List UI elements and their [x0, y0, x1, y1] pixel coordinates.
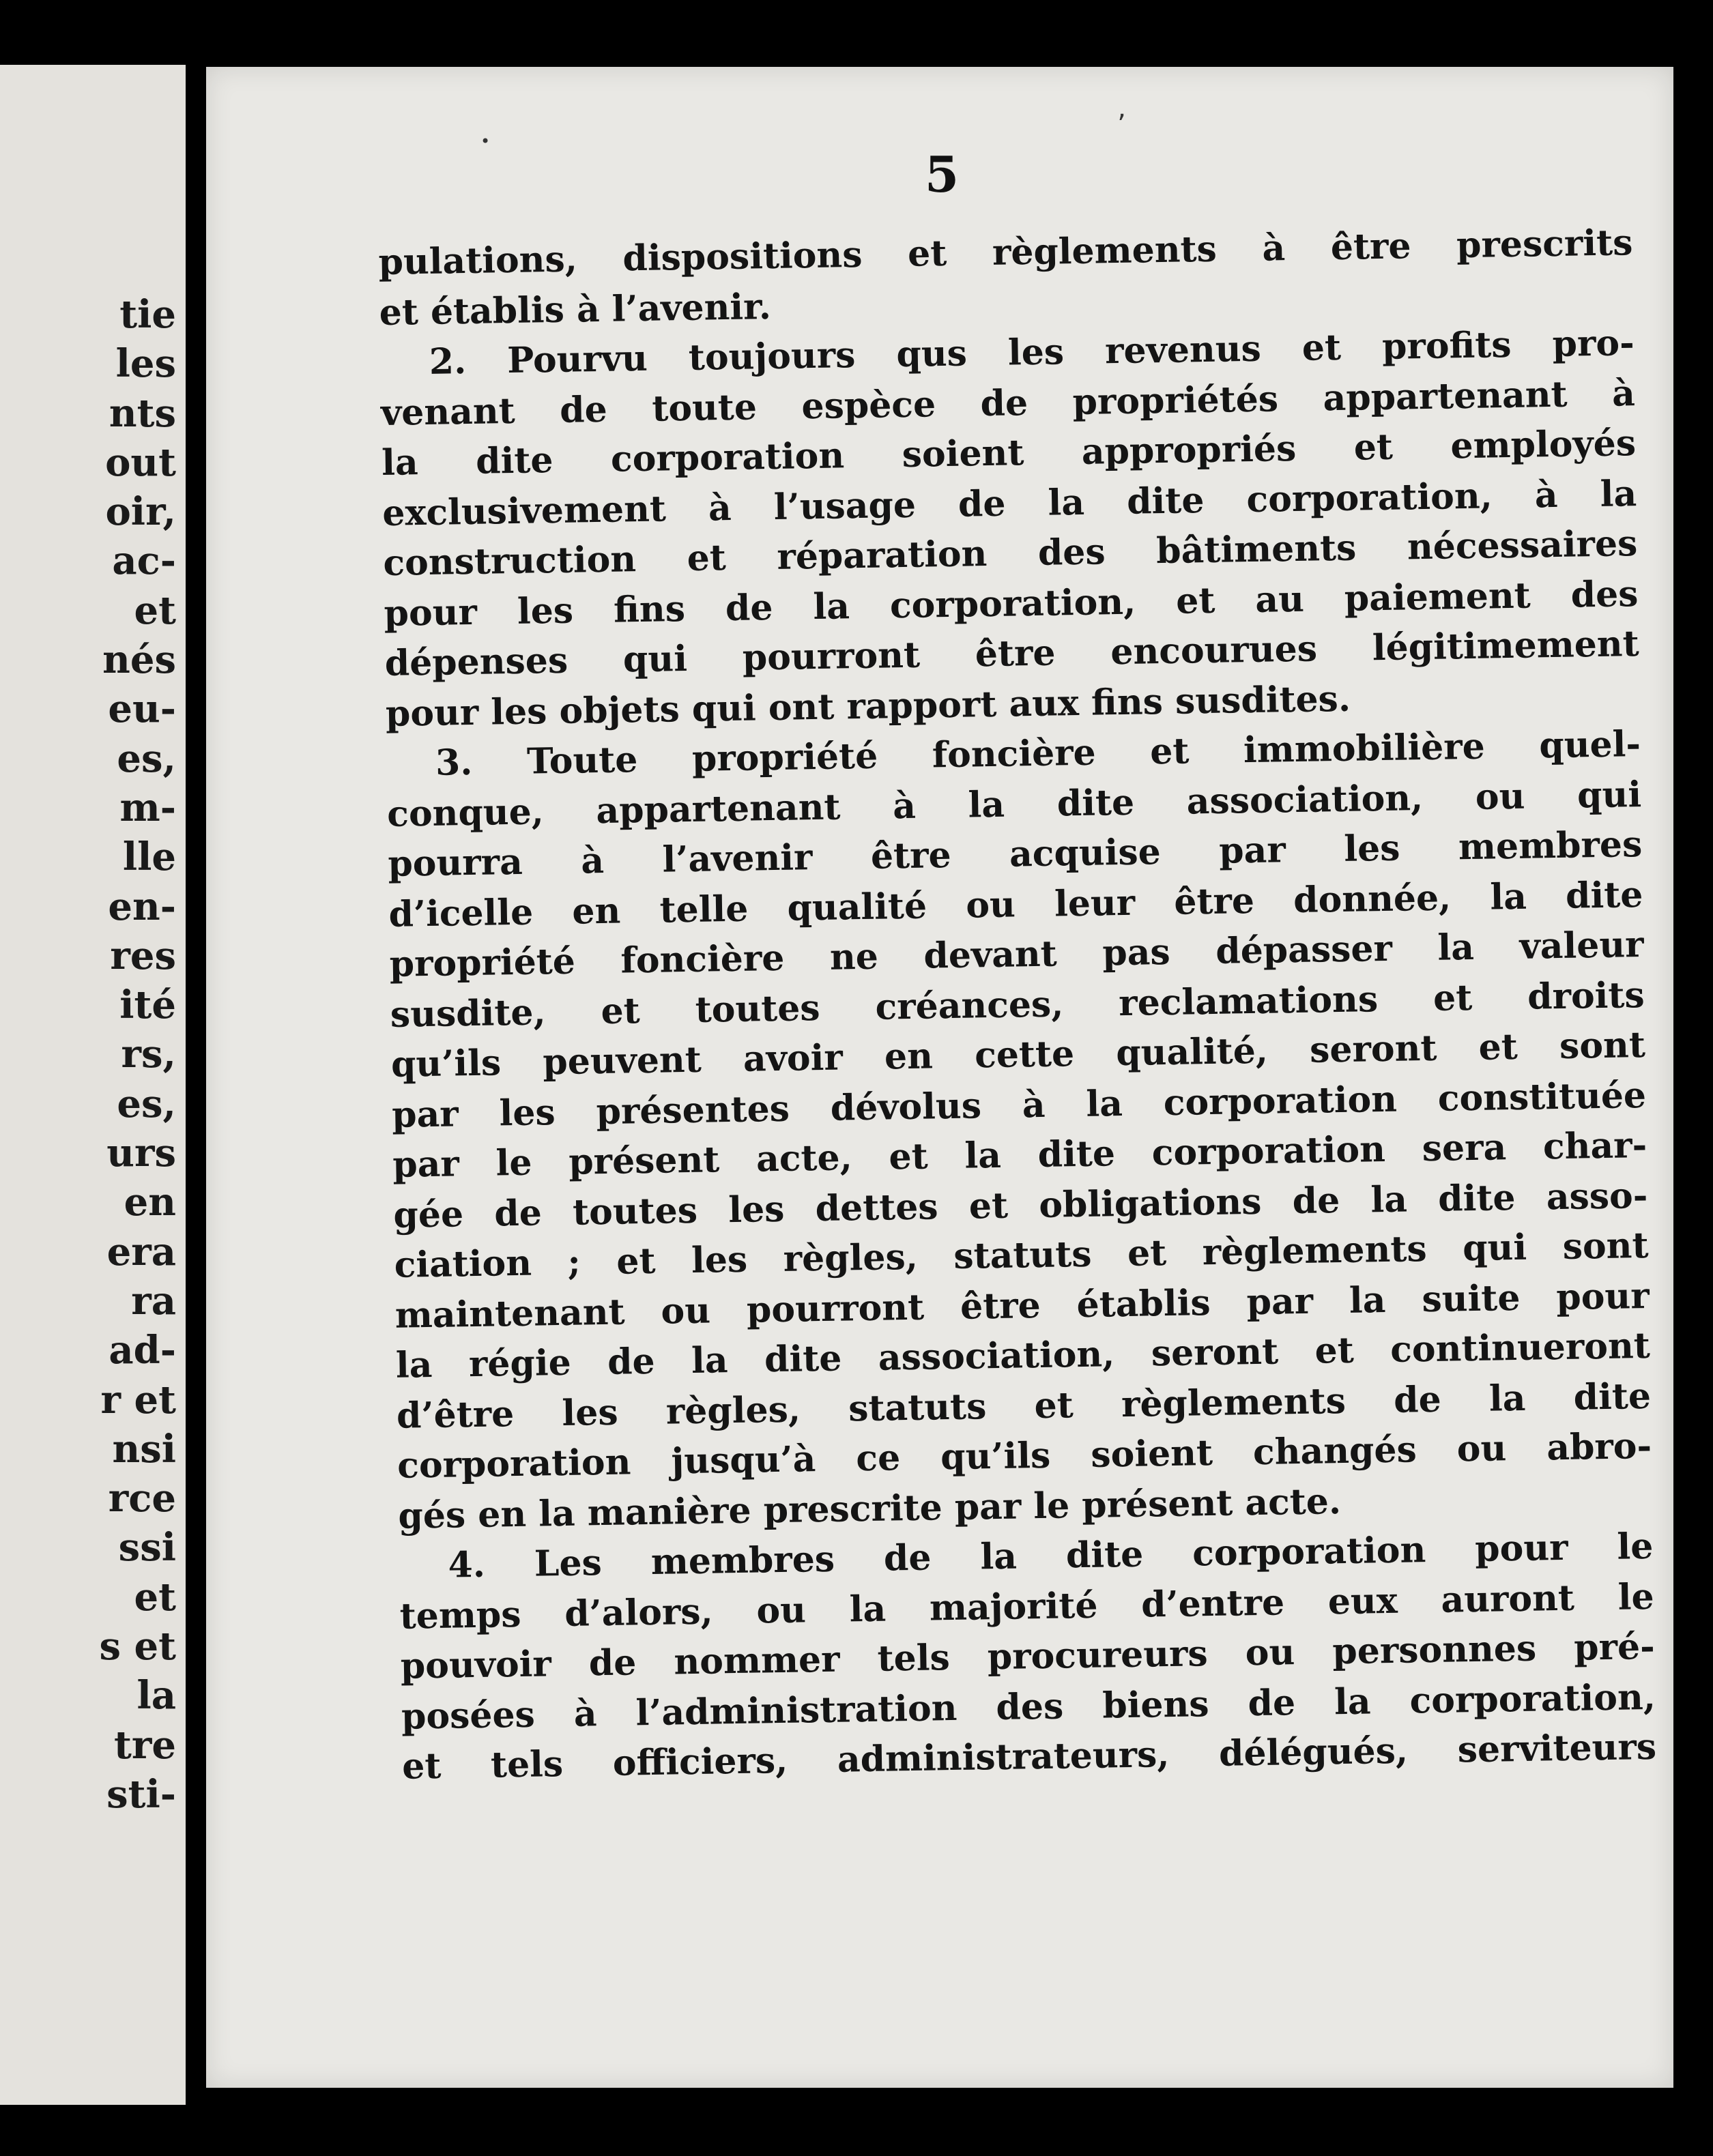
text-line: gés en la manière prescrite par le présent acte.	[397, 1480, 1342, 1537]
left-page-fragment-line: es,	[117, 1081, 176, 1126]
left-page-fragment-line: en	[124, 1180, 176, 1225]
left-page-fragment-line: et	[134, 587, 176, 633]
text-line: pouvoir de nommer tels procureurs ou personnes pré-	[400, 1625, 1656, 1687]
text-line: et établis à l’avenir.	[379, 285, 772, 334]
left-page-fragment-line: rce	[108, 1476, 176, 1521]
text-line: susdite, et toutes créances, reclamations et droits	[390, 974, 1645, 1036]
text-line: pour les objets qui ont rapport aux fins susdites.	[385, 678, 1351, 735]
left-page-fragment-line: nsi	[112, 1426, 176, 1472]
left-page-fragment-line: out	[105, 439, 176, 485]
ink-speck: •	[480, 132, 491, 151]
text-line: venant de toute espèce de propriétés appartenant à	[380, 372, 1636, 434]
text-line: la dite corporation soient appropriés et employés	[381, 422, 1637, 484]
page-number: 5	[925, 145, 960, 203]
left-page-fragment-line: en-	[108, 884, 176, 929]
left-page-fragment-line: res	[110, 933, 176, 978]
left-page-fragment-line: m-	[119, 785, 176, 830]
left-page-fragment-line: es,	[117, 735, 176, 781]
left-page-fragment	[0, 65, 186, 2105]
left-page-fragment-line: eu-	[108, 686, 176, 732]
left-page-fragment-line: ad-	[109, 1328, 176, 1373]
text-line: maintenant ou pourront être établis par la suite pour	[394, 1274, 1650, 1337]
text-line: par le présent acte, et la dite corporation sera char-	[392, 1124, 1647, 1186]
left-page-fragment-line: ra	[131, 1278, 176, 1324]
text-line: dépenses qui pourront être encourues légitimement	[384, 623, 1640, 684]
text-line: corporation jusqu’à ce qu’ils soient changés ou abro-	[397, 1425, 1652, 1487]
text-line: la régie de la dite association, seront et continueront	[395, 1324, 1651, 1386]
left-page-fragment-line: tie	[119, 292, 176, 337]
left-page-text	[99, 290, 176, 1819]
left-page-fragment-line: nts	[109, 390, 176, 436]
text-line: pourra à l’avenir être acquise par les membres	[387, 824, 1643, 885]
text-line: pour les fins de la corporation, et au paiement des	[384, 572, 1639, 635]
text-line: ciation ; et les règles, statuts et règlements qui sont	[394, 1224, 1649, 1286]
text-line: d’être les règles, statuts et règlements de la dite	[396, 1375, 1652, 1437]
body-text	[378, 218, 1657, 1792]
left-page-fragment-line: oir,	[105, 489, 176, 535]
left-page-fragment-line: sti-	[106, 1771, 176, 1817]
text-line: propriété foncière ne devant pas dépasser la valeur	[389, 924, 1644, 985]
ink-speck: ʼ	[1117, 109, 1126, 141]
text-line: d’icelle en telle qualité ou leur être donnée, la dite	[388, 873, 1643, 935]
left-page-fragment-line: les	[115, 341, 176, 387]
left-page-fragment-line: rs,	[121, 1032, 176, 1077]
text-line: gée de toutes les dettes et obligations de la dite asso-	[393, 1174, 1648, 1236]
text-line: qu’ils peuvent avoir en cette qualité, seront et sont	[390, 1023, 1646, 1086]
left-page-fragment-line: ité	[119, 982, 176, 1028]
left-page-fragment-line: nés	[102, 637, 176, 683]
text-line: et tels officiers, administrateurs, délégués, serviteurs	[401, 1725, 1657, 1788]
left-page-fragment-line: tre	[114, 1722, 176, 1768]
text-line: 4. Les membres de la dite corporation pour le	[448, 1525, 1654, 1586]
main-page	[206, 67, 1673, 2088]
text-line: construction et réparation des bâtiments nécessaires	[383, 523, 1638, 584]
left-page-fragment-line: la	[136, 1673, 176, 1719]
book-gutter	[186, 0, 206, 2156]
text-line: pulations, dispositions et règlements à être prescrits	[378, 222, 1633, 283]
left-page-fragment-line: s et	[99, 1624, 176, 1670]
left-page-fragment-line: era	[106, 1229, 176, 1274]
text-line: 2. Pourvu toujours qus les revenus et profits pro-	[429, 322, 1635, 383]
text-line: par les présentes dévolus à la corporation constituée	[391, 1074, 1647, 1136]
left-page-fragment-line: ac-	[112, 538, 176, 584]
text-line: posées à l’administration des biens de la corporation,	[401, 1676, 1656, 1738]
text-line: exclusivement à l’usage de la dite corporation, à la	[382, 472, 1637, 534]
left-page-fragment-line: r et	[100, 1377, 176, 1423]
left-page-fragment-line: ssi	[118, 1525, 176, 1571]
left-page-fragment-line: urs	[106, 1131, 176, 1176]
left-page-fragment-line: lle	[122, 834, 176, 880]
text-line: conque, appartenant à la dite association, ou qui	[386, 773, 1642, 835]
left-page-fragment-line: et	[134, 1574, 176, 1620]
text-line: 3. Toute propriété foncière et immobilière quel-	[435, 723, 1641, 784]
text-line: temps d’alors, ou la majorité d’entre eux auront le	[399, 1575, 1654, 1637]
